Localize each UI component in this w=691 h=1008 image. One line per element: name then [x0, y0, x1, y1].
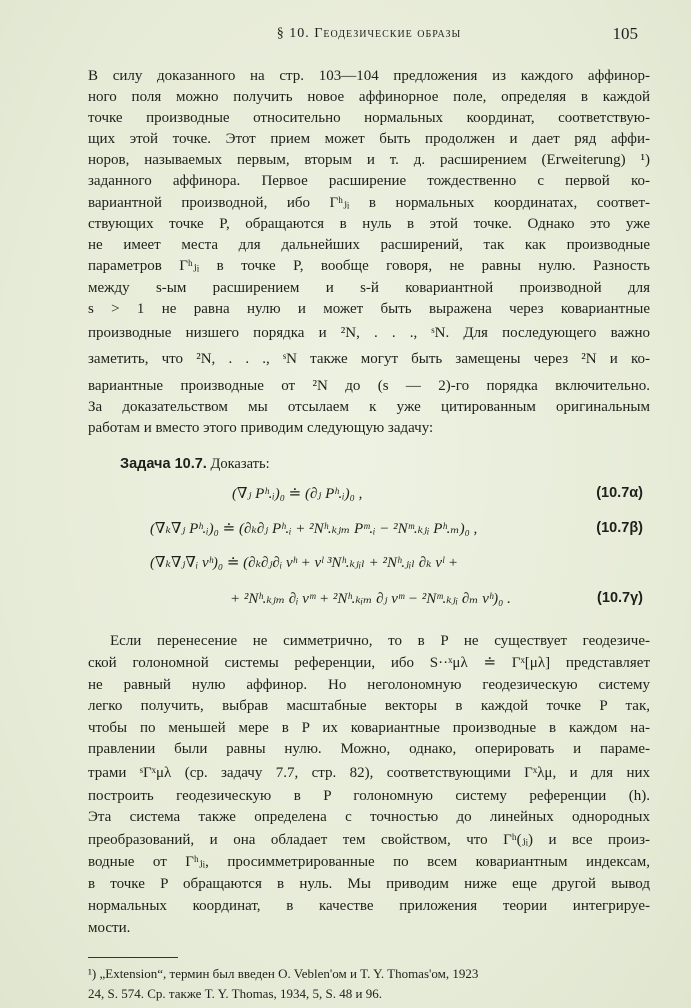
text-line: работам и вместо этого приводим следующую задачу: [88, 420, 434, 436]
task-heading [120, 456, 270, 473]
text-line: не равный нулю аффинор. Но неголономную геодезическую систему [88, 677, 650, 693]
equation-number: (10.7γ) [597, 590, 643, 606]
text-line: водные от Γʰⱼᵢ, просимметрированные по всем ковариантным индексам, [88, 854, 650, 870]
text-line: построить геодезическую в P голономную систему референции (h). [88, 788, 650, 804]
text-line: между s-ым расширением и s-й ковариантной производной для [88, 280, 650, 296]
text-line: мости. [88, 920, 131, 936]
text-line: ного поля можно получить новое аффинорное поле, определяя в каждой [88, 89, 650, 105]
text-line: щих этой точке. Этот прием может быть продолжен и дает ряд аффи- [88, 131, 650, 147]
text-line: преобразований, и она обладает тем свойством, что Γʰ(ⱼᵢ) и все произ- [88, 832, 650, 848]
equation-10-7g-line2: + ²Nʰ.ₖⱼₘ ∂ᵢ vᵐ + ²Nʰ.ₖᵢₘ ∂ⱼ vᵐ − ²Nᵐ.ₖⱼᵢ ∂ₘ vʰ)₀ . [230, 591, 511, 607]
text-line: ствующих точке P, обращаются в нуль в этой точке. Однако это уже [88, 216, 650, 232]
text-line: s > 1 не равна нулю и может быть выражена через ковариантные [88, 301, 650, 317]
text-line: легко получить, выбрав масштабные векторы в каждой точке P так, [88, 698, 650, 714]
text-line: параметров Γʰⱼᵢ в точке P, вообще говоря, не равны нулю. Разность [88, 258, 650, 274]
footnote-line: 24, S. 574. Ср. также T. Y. Thomas, 1934, 5, S. 48 и 96. [88, 986, 382, 1001]
task-label: Задача 10.7. [120, 456, 207, 472]
text-line: норов, называемых первым, вторым и т. д. расширением (Erweiterung) ¹) [88, 152, 650, 168]
text-line: Если перенесение не симметрично, то в P не существует геодезиче- [110, 633, 650, 649]
task-text: Доказать: [210, 456, 270, 472]
equation-number: (10.7β) [596, 520, 643, 536]
text-line: нормальных координат, в качестве приложения теории интегрируе- [88, 898, 650, 914]
text-line: ской голономной системы референции, ибо S··ˣμλ ≐ Γˣ[μλ] представляет [88, 655, 650, 671]
text-line: производные низшего порядка и ²N, . . ., ˢN. Для последующего важно [88, 325, 650, 341]
text-line: чтобы по меньшей мере в P их ковариантные производные в каждом на- [88, 720, 650, 736]
text-line: вариантной производной, ибо Γʰⱼᵢ в нормальных координатах, соответ- [88, 195, 650, 211]
equation-10-7b: (∇ₖ∇ⱼ Pʰ.ᵢ)₀ ≐ (∂ₖ∂ⱼ Pʰ.ᵢ + ²Nʰ.ₖⱼₘ Pᵐ.ᵢ − ²Nᵐ.ₖⱼᵢ Pʰ.ₘ)₀ , [150, 521, 478, 537]
section-title: § 10. Геодезические образы [276, 26, 462, 41]
text-line: правлении были равны нулю. Можно, однако, оперировать и параме- [88, 741, 650, 757]
text-line: Эта система также определена с точностью до линейных однородных [88, 809, 650, 825]
text-line: В силу доказанного на стр. 103—104 предложения из каждого аффинор- [88, 68, 650, 84]
footnote-divider [88, 957, 178, 958]
text-line: не имеет места для дальнейших расширений, так как производные [88, 237, 650, 253]
text-line: точке производные относительно нормальных координат, соответствую- [88, 110, 650, 126]
footnote-line: ¹) „Extension“, термин был введен O. Veblen'ом и T. Y. Thomas'ом, 1923 [88, 966, 479, 981]
text-line: вариантные производные от ²N до (s — 2)-го порядка включительно. [88, 378, 650, 394]
equation-10-7a: (∇ⱼ Pʰ.ᵢ)₀ ≐ (∂ⱼ Pʰ.ᵢ)₀ , [232, 486, 363, 502]
equation-10-7g-line1: (∇ₖ∇ⱼ∇ᵢ vʰ)₀ ≐ (∂ₖ∂ⱼ∂ᵢ vʰ + vˡ ³Nʰ.ₖⱼᵢₗ + ²Nʰ.ⱼᵢₗ ∂ₖ vˡ + [150, 555, 458, 571]
text-line: За доказательством мы отсылаем к уже цитированным оригинальным [88, 399, 650, 415]
text-line: трами ˢΓˣμλ (ср. задачу 7.7, стр. 82), соответствующими Γˣλμ, и для них [88, 765, 650, 781]
running-header [88, 26, 650, 46]
text-line: заметить, что ²N, . . ., ˢN также могут быть замещены через ²N и ко- [88, 351, 650, 367]
text-line: в точке P обращаются в нуль. Мы приводим ниже еще другой вывод [88, 876, 650, 892]
equation-number: (10.7α) [596, 485, 643, 501]
page-number: 105 [612, 24, 638, 43]
text-line: заданного аффинора. Первое расширение тождественно с первой ко- [88, 173, 650, 189]
